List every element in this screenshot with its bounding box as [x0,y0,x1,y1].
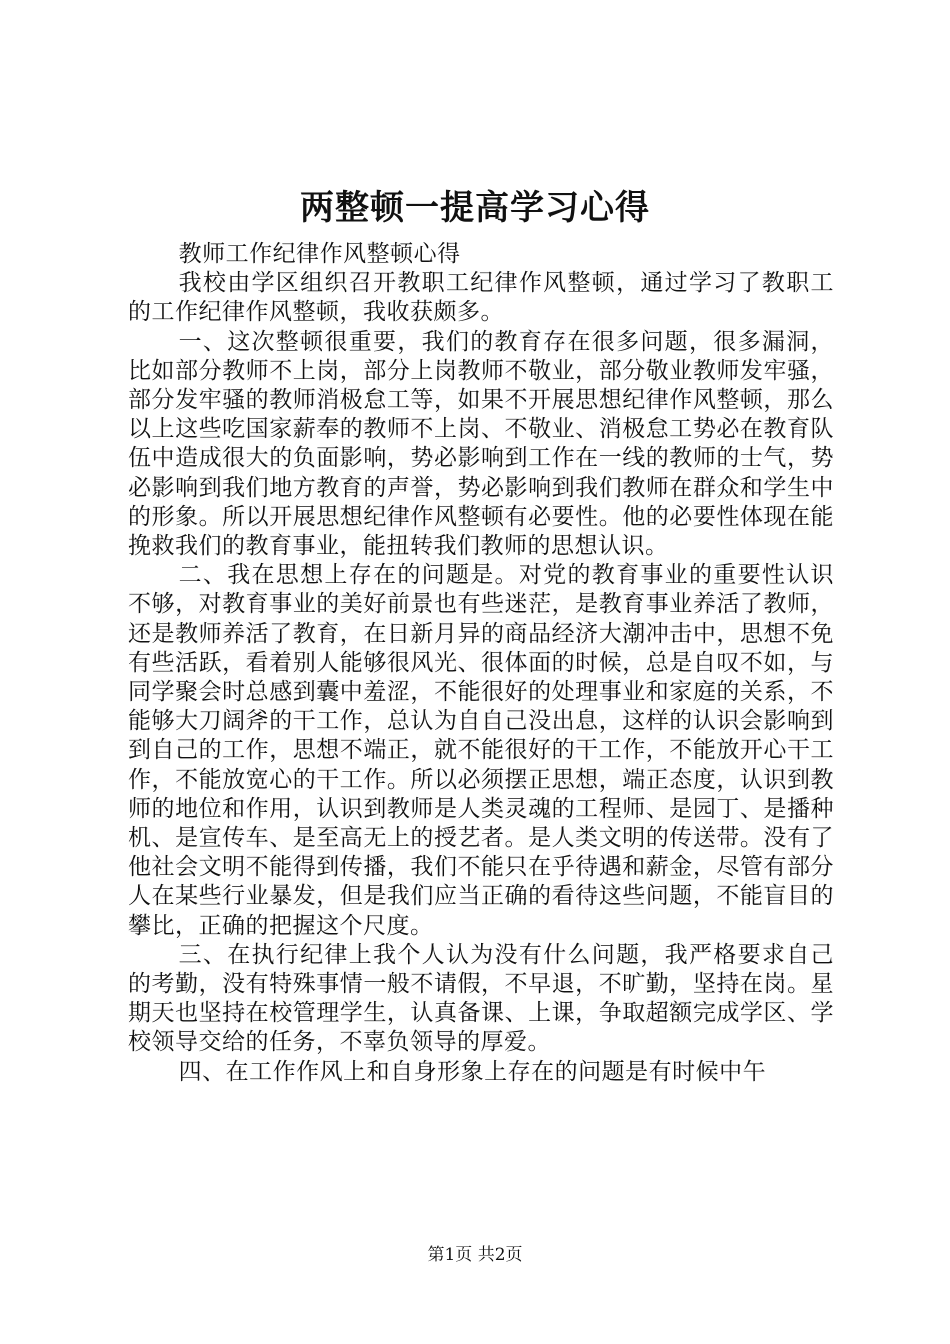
document-body [128,240,834,1087]
page-number-footer: 第1页 共2页 [427,1245,523,1265]
paragraph-section-2: 二、我在思想上存在的问题是。对党的教育事业的重要性认识不够，对教育事业的美好前景也有些迷茫，是教育事业养活了教师，还是教师养活了教育，在日新月异的商品经济大潮冲击中，思想不免有些活跃，看着别人能够很风光、很体面的时候，总是自叹不如，与同学聚会时总感到囊中羞涩，不能很好的处理事业和家庭的关系，不能够大刀阔斧的干工作，总认为自自己没出息，这样的认识会影响到到自己的工作，思想不端正，就不能很好的干工作，不能放开心干工作，不能放宽心的干工作。所以必须摆正思想，端正态度，认识到教师的地位和作用，认识到教师是人类灵魂的工程师、是园丁、是播种机、是宣传车、是至高无上的授艺者。是人类文明的传送带。没有了他社会文明不能得到传播，我们不能只在乎待遇和薪金，尽管有部分人在某些行业暴发，但是我们应当正确的看待这些问题，不能盲目的攀比，正确的把握这个尺度。 [128,562,834,939]
document-subtitle: 教师工作纪律作风整顿心得 [178,241,461,267]
paragraph-section-3: 三、在执行纪律上我个人认为没有什么问题，我严格要求自己的考勤，没有特殊事情一般不请假，不早退，不旷勤，坚持在岗。星期天也坚持在校管理学生，认真备课、上课，争取超额完成学区、学校领导交给的任务，不辜负领导的厚爱。 [128,941,834,1056]
paragraph-section-1: 一、这次整顿很重要，我们的教育存在很多问题，很多漏洞，比如部分教师不上岗，部分上岗教师不敬业，部分敬业教师发牢骚，部分发牢骚的教师消极怠工等，如果不开展思想纪律作风整顿，那么以上这些吃国家薪奉的教师不上岗、不敬业、消极怠工势必在教育队伍中造成很大的负面影响，势必影响到工作在一线的教师的士气，势必影响到我们地方教育的声誉，势必影响到我们教师在群众和学生中的形象。所以开展思想纪律作风整顿有必要性。他的必要性体现在能挽救我们的教育事业，能扭转我们教师的思想认识。 [128,328,834,560]
paragraph-section-4: 四、在工作作风上和自身形象上存在的问题是有时候中午 [178,1058,767,1085]
paragraph-intro: 我校由学区组织召开教职工纪律作风整顿，通过学习了教职工的工作纪律作风整顿，我收获颇多。 [128,270,834,326]
document-title: 两整顿一提高学习心得 [300,188,650,228]
